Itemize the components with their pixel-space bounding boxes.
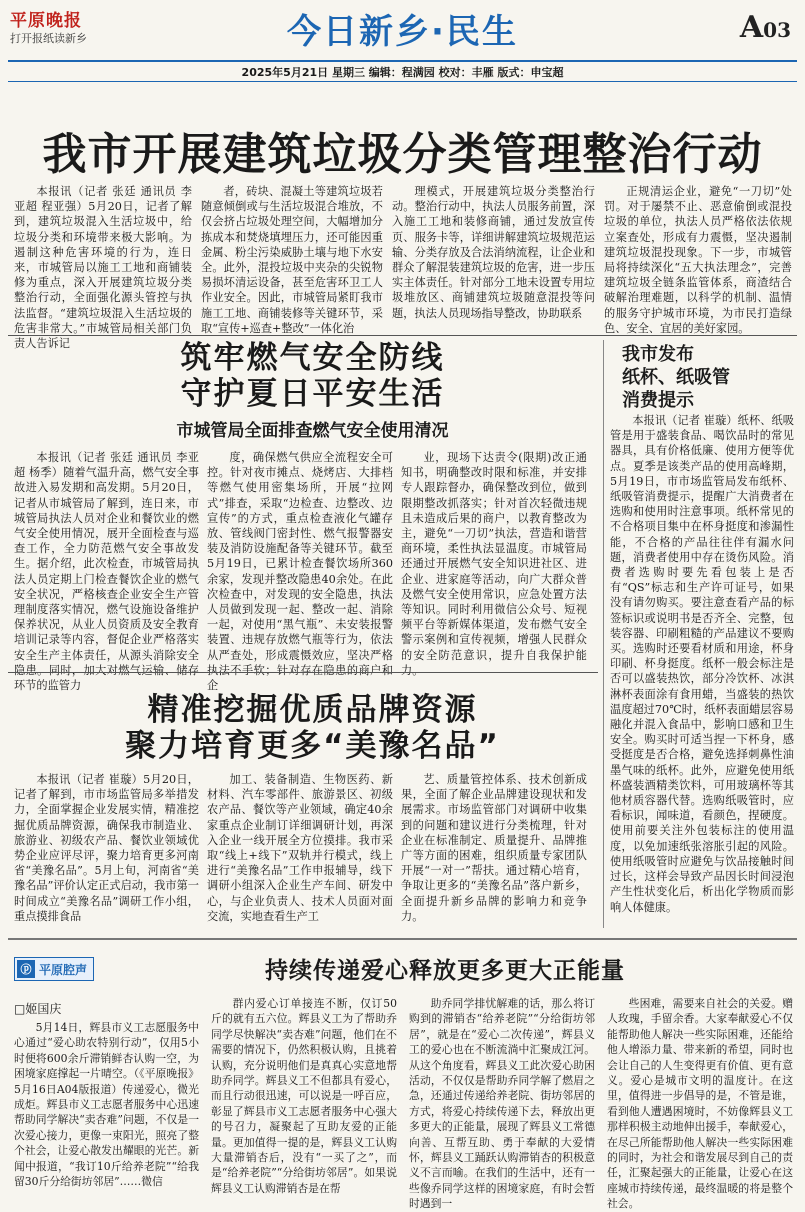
newspaper-logo: 平原晚报 bbox=[10, 11, 82, 31]
top-rule bbox=[8, 60, 797, 62]
gas-divider bbox=[8, 672, 598, 673]
gas-text-3: 业，现场下达责令(限期)改正通知书，明确整改时限和标准，并安排专人跟踪督办，确保整改到位，做到限期整改抓落实；针对首次轻微违规且未造成后果的商户，以教育整改为主，避免“一刀切”执法，营造和谐营商环境，柔性执法显温度。市城管局还通过开展燃气安全知识进社区、进企业、进家庭等活动，向广大群众普及燃气安全使用常识，应急处置方法等知识。同时利用微信公众号、短视频平台等新媒体渠道，发布燃气安全警示案例和宣传视频，增强人民群众的安全防范意识，提升自我保护能力。 bbox=[401, 451, 587, 677]
gas-headline-line-1: 筑牢燃气安全防线 bbox=[180, 340, 445, 376]
brand-text-3: 艺、质量管控体系、技术创新成果，全面了解企业品牌建设现状和发展需求。市场监管部门对调研中收集到的问题和建议进行分类梳理，针对企业在标准制定、质量提升、品牌推广等方面的困难，组织质量专家团队开展“一对一”帮扶。通过精心培育，争取让更多的“美豫名品”落户新乡，全面提升新乡品牌的影响力和竞争力。 bbox=[401, 773, 587, 923]
meta-rule bbox=[8, 81, 797, 82]
column-text-2: 群内爱心订单接连不断，仅订50斤的就有五六位。辉县义工为了帮助乔同学尽快解决“卖杏难”问题，他们在不需要的情况下，仍然积极认购，且挑着认购，充分说明他们是真真心实意地帮助乔同学。辉县义工不但都具有爱心，而且行动很迅速，可以说是一呼百应，彰显了辉县市义工志愿者服务中心强大的号召力，凝聚起了互助友爱的正能量。更加值得一提的是，辉县义工认购大量滞销杏后，没有“一买了之”，而是“给养老院”“分给街坊邻居”。如果说辉县义工认购滞销杏是在帮 bbox=[211, 997, 397, 1195]
column-column-1 bbox=[14, 1020, 199, 1196]
column-column-3 bbox=[409, 996, 595, 1211]
lead-column-4 bbox=[604, 184, 792, 335]
sidebar-headline-line-1: 我市发布 bbox=[622, 344, 694, 365]
bottom-section-rule bbox=[8, 938, 797, 940]
lead-text-2: 者，砖块、混凝土等建筑垃圾若随意倾倒或与生活垃圾混合堆放，不仅会挤占垃圾处理空间，大幅增加分拣成本和焚烧填埋压力，还可能因重金属、粉尘污染威胁土壤与地下水安全。此外，混投垃圾中夹杂的尖锐物易损坏清运设备，甚至危害环卫工人作业安全。因此，市城管局紧盯我市施工工地、商铺装修等关键环节，采取“宣传+巡查+整改”一体化治 bbox=[201, 185, 383, 335]
gas-column-3 bbox=[401, 450, 587, 677]
sidebar-headline bbox=[622, 343, 792, 412]
brand-column-2 bbox=[207, 772, 393, 928]
column-column-2 bbox=[211, 996, 397, 1196]
gas-subheadline: 市城管局全面排查燃气安全使用清况 bbox=[176, 421, 449, 441]
column-headline: 持续传递爱心释放更多更大正能量 bbox=[265, 957, 625, 984]
sidebar-text: 本报讯（记者 崔璇）纸杯、纸吸管是用于盛装食品、喝饮品时的常见器具，具有价格低廉、使用方便等优点。夏季是该类产品的使用高峰期，5月19日，市市场监管局发布纸杯、纸吸管消费提示，提醒广大消费者在选购和使用时注意事项。纸杯常见的不合格项目集中在杯身挺度和渗漏性能，不合格的产品往往伴有漏水问题，消费者使用中存在烫伤风险。消费者选购时要先看包装上是否有“QS”标志和生产许可证号，如果没有请勿购买。要注意查看产品的标签标识或说明书是否齐全、完整，包装容器、印刷粗糙的产品建议不要购买。选购时还要看材质和用途，杯身印刷、杯身挺度。纸杯一般会标注是否可以盛装热饮，部分冷饮杯、冰淇淋杯表面涂有食用蜡，当盛装的热饮温度超过70℃时，纸杯表面蜡层容易融化并混入食品中，影响口感和卫生安全。购买时可适当捏一下杯身，感受挺度是否合格，避免选择刺鼻性油墨气味的纸杯。此外，应避免使用纸杯盛装酒精类饮料，可用玻璃杯等其他材质容器代替。选购纸吸管时，应看标识，闻味道，看颜色，捏硬度。使用前要关注外包装标注的使用温度，以免加速纸张溶胀引起的风险。使用纸吸管时应避免与饮品接触时间过长，这样会导致产品因长时间浸泡产生性状变化后，析出化学物质而影响人体健康。 bbox=[610, 414, 794, 914]
column-column-4 bbox=[607, 996, 793, 1211]
gas-column-2 bbox=[207, 450, 393, 693]
sidebar-column bbox=[610, 413, 794, 928]
brand-text-1: 本报讯（记者 崔璇）5月20日，记者了解到，市市场监管局多举措发力，全面掌握企业发展实情，精准挖掘优质品牌资源，确保我市制造业、旅游业、初级农产品、餐饮业领域优势企业应评尽评，聚力培育更多河南省“美豫名品”。5月上旬，河南省“美豫名品”评价认定正式启动，我市第一时间成立“美豫名品”调研工作小组，重点摸排食品 bbox=[14, 773, 199, 923]
page-letter: A bbox=[739, 10, 764, 45]
logo-slogan: 打开报纸读新乡 bbox=[10, 32, 87, 45]
column-tag bbox=[14, 957, 94, 981]
lead-column-1 bbox=[14, 184, 192, 351]
brand-headline-line-2: 聚力培育更多“美豫名品” bbox=[125, 728, 500, 764]
section-title: 今日新乡·民生 bbox=[287, 12, 518, 52]
sidebar-rule bbox=[603, 340, 604, 928]
column-tag-label: 平原腔声 bbox=[39, 962, 88, 977]
brand-column-3 bbox=[401, 772, 587, 928]
sidebar-headline-line-3: 消费提示 bbox=[622, 390, 694, 411]
brand-text-2: 加工、装备制造、生物医药、新材料、汽车零部件、旅游景区、初级农产品、餐饮等产业领域，确定40余家重点企业制订详细调研计划，再深入企业一线开展全方位摸排。我市采取“线上+线下”双轨并行模式，线上进行“美豫名品”工作申报辅导，线下调研小组深入企业生产车间、研发中心，与企业负责人、技术人员面对面交流，实地查看生产工 bbox=[207, 773, 393, 923]
gas-text-2: 度，确保燃气供应全流程安全可控。针对夜市摊点、烧烤店、大排档等燃气使用密集场所，开展“拉网式”排查，采取“边检查、边整改、边宣传”的方式，重点检查液化气罐存放、管线阀门密封性、燃气报警器安装及消防设施配备等关键环节。截至5月19日，已累计检查餐饮场所360余家，发现并整改隐患40余处。在此次检查中，对发现的安全隐患，执法人员做到发现一起、整改一起、消除一起，对使用“黑气瓶”、未安装报警装置、违规存放燃气瓶等行为，依法从严查处，形成震慑效应，坚决严格执法不手软；针对存在隐患的商户和企 bbox=[207, 451, 393, 693]
gas-text-1: 本报讯（记者 张廷 通讯员 李亚超 杨季）随着气温升高，燃气安全事故进入易发期和高发期。5月20日，记者从市城管局了解到，连日来，市城管局执法人员对企业和餐饮业的燃气安全使用情况，展开全面检查与巡查工作，全力防范燃气安全事故发生。据介绍，此次检查，市城管局执法人员定期上门检查餐饮企业的燃气安全状况，严格核查企业安全生产管理制度落实情况，燃气设施设备维护保养状况，从业人员资质及安全教育培训记录等内容，督促企业严格落实安全生产主体责任，从源头消除安全隐患。同时，加大对燃气运输、储存环节的监管力 bbox=[14, 451, 199, 693]
brand-headline-line-1: 精准挖掘优质品牌资源 bbox=[147, 692, 478, 728]
column-tag-icon: ⓟ bbox=[17, 960, 35, 978]
lead-text-4: 正规清运企业，避免“一刀切”处罚。对于屡禁不止、恶意偷倒或混投垃圾的单位，执法人员严格依法依规立案查处，形成有力震慑，坚决遏制建筑垃圾混投现象。下一步，市城管局将持续深化“五大执法理念”，完善建筑垃圾全链条监管体系，商渣结合破解治理难题，以科学的机制、温情的服务守护城市环境，为市民打造绿色、安全、宜居的美好家园。 bbox=[604, 185, 792, 335]
brand-headline-block bbox=[40, 692, 585, 764]
page-digits: 03 bbox=[763, 18, 791, 42]
column-author: □姬国庆 bbox=[14, 1002, 62, 1016]
column-text-1: 5月14日，辉县市义工志愿服务中心通过“爱心助农特别行动”，仅用5小时便将600余斤滞销鲜杏认购一空，为困境家庭撑起一片晴空。（《平原晚报》5月16日A04版报道）传递爱心，微光成炬。辉县市义工志愿者服务中心迅速帮助同学解决“卖杏难”问题，不仅是一次爱心接力，更像一束阳光，照亮了整个社会，让爱心散发出耀眼的光芒。新闻中报道，“我订10斤给养老院”“给我留30斤分给街坊邻居”……微信 bbox=[14, 1021, 199, 1189]
lead-headline: 我市开展建筑垃圾分类管理整治行动 bbox=[42, 129, 763, 180]
lead-column-3 bbox=[392, 184, 595, 332]
lead-text-1: 本报讯（记者 张廷 通讯员 李亚超 程亚强）5月20日，记者了解到，建筑垃圾混入生活垃圾中，给垃圾分类和环境带来极大影响。为遏制这种危害环境的行为，连日来，市城管局以施工工地和商铺装修为重点，深入开展建筑垃圾分类整治行动，全面强化源头管控与执法监督。“建筑垃圾混入生活垃圾的危害非常大。”市城管局相关部门负责人告诉记 bbox=[14, 185, 192, 351]
lead-text-3: 理模式，开展建筑垃圾分类整治行动。整治行动中，执法人员服务前置，深入施工工地和装修商铺，通过发放宣传页、服务卡等，详细讲解建筑垃圾规范运输、分类存放及合法消纳流程，让企业和群众了解混装建筑垃圾的危害，进一步压实主体责任。针对部分工地未设置专用垃圾堆放区、商铺建筑垃圾随意混投等问题，执法人员现场指导整改，协助联系 bbox=[392, 185, 595, 320]
section-divider bbox=[8, 335, 797, 336]
page-number bbox=[740, 10, 791, 45]
gas-column-1 bbox=[14, 450, 199, 693]
gas-headline-block bbox=[40, 340, 585, 441]
column-text-3: 助乔同学排忧解难的话，那么将订购到的滞销杏“给养老院”“分给街坊邻居”，就是在“爱心二次传递”，辉县义工的爱心也在不断流淌中汇聚成江河。从这个角度看，辉县义工此次爱心助困活动，不仅仅是帮助乔同学解了燃眉之急，还通过传递给养老院、街坊邻居的方式，将爱心持续传递下去，释放出更多更大的正能量，展现了辉县义工常德向善、互帮互助、勇于奉献的大爱情怀，辉县义工踊跃认购滞销杏的积极意义不言而喻。在我们的生活中，还有一些像乔同学这样的困境家庭，有时会暂时遇到一 bbox=[409, 997, 595, 1211]
gas-headline-line-2: 守护夏日平安生活 bbox=[180, 376, 445, 412]
brand-column-1 bbox=[14, 772, 199, 928]
column-text-4: 些困难，需要来自社会的关爱。赠人玫瑰，手留余香。大家奉献爱心不仅能帮助他人解决一些实际困难，还能给他人增添力量、带来新的希望，同时也会让自己的人生变得更有价值、更有意义。爱心是城市文明的温度计。在这里，值得进一步倡导的是，不管是谁，看到他人遭遇困境时，不妨像辉县义工那样积极主动地伸出援手，奉献爱心，在尽己所能帮助他人解决一些实际困难的同时，为社会和谐发展尽到自己的责任，汇聚起强大的正能量，让爱心在这座城市持续传递，最终温暖的将是整个社会。 bbox=[607, 997, 793, 1211]
lead-column-2 bbox=[201, 184, 383, 335]
issue-meta: 2025年5月21日 星期三 编辑：程满园 校对：丰雁 版式：申宝超 bbox=[241, 66, 564, 79]
sidebar-headline-line-2: 纸杯、纸吸管 bbox=[622, 367, 730, 388]
